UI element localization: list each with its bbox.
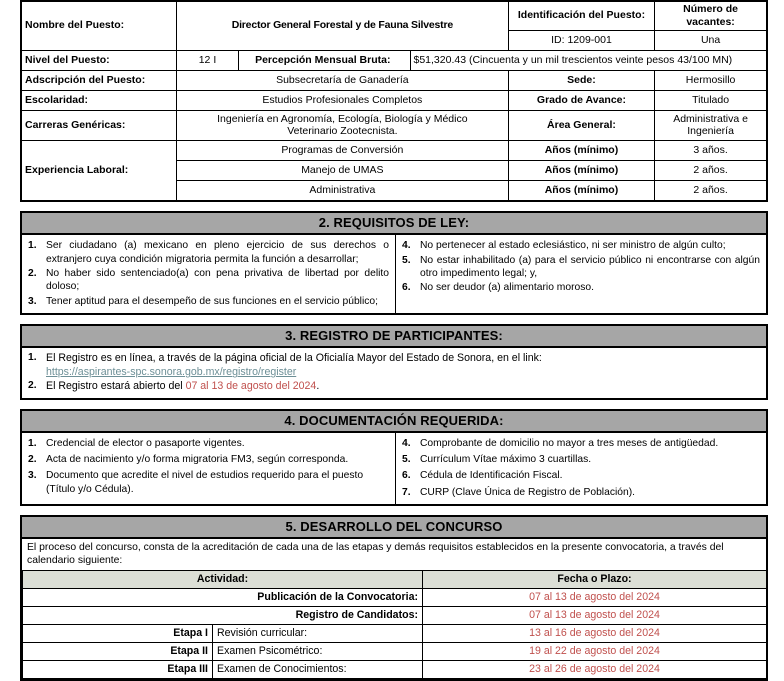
grado-avance-value: Titulado [655, 90, 767, 110]
requisitos-left-list [26, 239, 389, 308]
list-item-text: Acta de nacimiento y/o forma migratoria FM3, según corresponda. [46, 454, 349, 465]
escolaridad-label: Escolaridad: [21, 90, 176, 110]
requisitos-right-list [400, 239, 760, 295]
desarrollo-intro-text: El proceso del concurso, consta de la acreditación de cada una de las etapas y demás requisitos establecidos en la presente convocatoria, a través del calendario siguiente: [27, 542, 724, 567]
fecha-4: 23 al 26 de agosto del 2024 [423, 660, 767, 678]
section-registro-title: 3. REGISTRO DE PARTICIPANTES: [22, 326, 766, 348]
registro-item2-prefix: El Registro estará abierto del [46, 380, 186, 393]
nombre-puesto-label: Nombre del Puesto: [21, 1, 176, 50]
table-row [21, 141, 767, 161]
list-item [26, 469, 389, 496]
list-item [400, 254, 760, 281]
list-item [26, 453, 389, 466]
requisitos-right-column [396, 235, 766, 313]
col-header-fecha: Fecha o Plazo: [423, 570, 767, 588]
table-row [23, 588, 767, 606]
section-desarrollo-title: 5. DESARROLLO DEL CONCURSO [22, 517, 766, 539]
list-item-number: 4. [402, 240, 411, 252]
percepcion-mensual-value: $51,320.43 (Cincuenta y un mil trescientos veinte pesos 43/100 MN) [410, 50, 767, 70]
nivel-puesto-label: Nivel del Puesto: [21, 50, 176, 70]
documentacion-right-column [396, 433, 766, 505]
list-item-number: 3. [28, 470, 37, 482]
section-documentacion-title: 4. DOCUMENTACIÓN REQUERIDA: [22, 411, 766, 433]
list-item-number: 2. [28, 267, 37, 279]
experiencia-anios-label-2: Años (mínimo) [508, 181, 654, 202]
list-item [26, 437, 389, 450]
experiencia-laboral-label: Experiencia Laboral: [21, 141, 176, 202]
list-item-text: Credencial de elector o pasaporte vigentes. [46, 437, 245, 449]
requisitos-left-column [22, 235, 396, 313]
numero-vacantes-value: Una [655, 30, 767, 50]
table-row [23, 606, 767, 624]
area-general-label: Área General: [508, 110, 654, 141]
sede-value: Hermosillo [655, 70, 767, 90]
carreras-genericas-label: Carreras Genéricas: [21, 110, 176, 141]
list-item-number: 6. [402, 282, 411, 294]
list-item-text: Documento que acredite el nivel de estudios requerido para el puesto (Título y/o Cédula). [46, 470, 364, 495]
documentacion-right-list [400, 437, 760, 500]
etapa-2: Etapa I [23, 624, 213, 642]
experiencia-anios-label-0: Años (mínimo) [508, 141, 654, 161]
list-item-number: 1. [28, 437, 37, 449]
list-item-number: 3. [28, 295, 37, 307]
sede-label: Sede: [508, 70, 654, 90]
numero-vacantes-label: Número de vacantes: [655, 1, 767, 30]
documentacion-left-column [22, 433, 396, 505]
list-item-number: 4. [402, 437, 411, 449]
etapa-4: Etapa III [23, 660, 213, 678]
col-header-actividad: Actividad: [23, 570, 423, 588]
list-item-text: Ser ciudadano (a) mexicano en pleno ejercicio de sus derechos o extranjero cuya condición migratoria permita la función a desarrollar; [46, 240, 389, 265]
experiencia-anios-value-0: 3 años. [655, 141, 767, 161]
percepcion-mensual-label: Percepción Mensual Bruta: [239, 50, 410, 70]
table-row [23, 642, 767, 660]
experiencia-anios-label-1: Años (mínimo) [508, 161, 654, 181]
list-item-text: Cédula de Identificación Fiscal. [420, 470, 563, 482]
etapa-3: Etapa II [23, 642, 213, 660]
experiencia-anios-value-1: 2 años. [655, 161, 767, 181]
documentacion-left-list [26, 437, 389, 497]
list-item [26, 239, 389, 266]
table-row [21, 70, 767, 90]
list-item-text: Currículum Vítae máximo 3 cuartillas. [420, 454, 592, 465]
list-item-number: 1. [28, 352, 37, 364]
experiencia-anios-value-2: 2 años. [655, 181, 767, 202]
list-item-number: 2. [28, 380, 37, 392]
experiencia-area-1: Manejo de UMAS [176, 161, 508, 181]
section-documentacion-requerida [20, 409, 768, 507]
list-item [26, 351, 760, 379]
section-documentacion-body [22, 433, 766, 505]
actividad-1: Registro de Candidatos: [23, 606, 423, 624]
fecha-2: 13 al 16 de agosto del 2024 [423, 624, 767, 642]
adscripcion-label: Adscripción del Puesto: [21, 70, 176, 90]
list-item [26, 379, 760, 393]
list-item [26, 267, 389, 294]
identificacion-puesto-value: ID: 1209-001 [508, 30, 654, 50]
table-row [21, 110, 767, 141]
list-item-number: 7. [402, 486, 411, 498]
registro-link[interactable]: https://aspirantes-spc.sonora.gob.mx/registro/register [46, 366, 297, 379]
list-item-text: Tener aptitud para el desempeño de sus funciones en el servicio público; [46, 295, 378, 307]
experiencia-area-0: Programas de Conversión [176, 141, 508, 161]
section-desarrollo-body [22, 539, 766, 679]
list-item-number: 2. [28, 454, 37, 465]
section-requisitos-title: 2. REQUISITOS DE LEY: [22, 213, 766, 235]
fecha-1: 07 al 13 de agosto del 2024 [423, 606, 767, 624]
list-item [400, 469, 760, 482]
grado-avance-label: Grado de Avance: [508, 90, 654, 110]
actividad-3: Examen Psicométrico: [213, 642, 423, 660]
nivel-puesto-value: 12 I [176, 50, 238, 70]
section-requisitos-de-ley [20, 211, 768, 315]
position-identification-table [20, 0, 768, 202]
list-item-number: 5. [402, 454, 411, 465]
list-item [400, 281, 760, 294]
list-item-text: Comprobante de domicilio no mayor a tres meses de antigüedad. [420, 437, 719, 449]
list-item-number: 5. [402, 254, 411, 266]
table-row [23, 624, 767, 642]
actividad-2: Revisión curricular: [213, 624, 423, 642]
escolaridad-value: Estudios Profesionales Completos [176, 90, 508, 110]
adscripcion-value: Subsecretaría de Ganadería [176, 70, 508, 90]
list-item [400, 437, 760, 450]
identificacion-puesto-label: Identificación del Puesto: [508, 1, 654, 30]
fecha-3: 19 al 22 de agosto del 2024 [423, 642, 767, 660]
list-item [400, 239, 760, 252]
table-row [21, 90, 767, 110]
table-row [21, 50, 767, 70]
list-item [26, 295, 389, 308]
section-desarrollo-concurso [20, 515, 768, 681]
actividad-0: Publicación de la Convocatoria: [23, 588, 423, 606]
experiencia-area-2: Administrativa [176, 181, 508, 202]
list-item-text: El Registro es en línea, a través de la página oficial de la Oficialía Mayor del Estado de Sonora, en el link: [46, 352, 542, 365]
list-item-text: CURP (Clave Única de Registro de Población). [420, 486, 635, 498]
list-item-text: No pertenecer al estado eclesiástico, ni ser ministro de algún culto; [420, 240, 726, 252]
list-item [400, 486, 760, 499]
actividad-4: Examen de Conocimientos: [213, 660, 423, 678]
registro-item2-suffix: . [316, 380, 320, 393]
carreras-genericas-value: Ingeniería en Agronomía, Ecología, Biología y Médico Veterinario Zootecnista. [176, 110, 508, 141]
registro-list [26, 351, 760, 394]
area-general-value: Administrativa e Ingeniería [655, 110, 767, 141]
list-item-text: No haber sido sentenciado(a) con pena privativa de libertad por delito doloso; [46, 267, 389, 293]
list-item [400, 453, 760, 466]
section-requisitos-body [22, 235, 766, 313]
registro-open-dates: 07 al 13 de agosto del 2024 [185, 380, 317, 393]
list-item-text: No ser deudor (a) alimentario moroso. [420, 282, 594, 294]
calendario-table [22, 570, 767, 679]
convocatoria-document [20, 0, 768, 681]
section-registro-participantes [20, 324, 768, 400]
list-item-text: No estar inhabilitado (a) para el servicio público ni encontrarse con algún otro impedimento legal; y, [420, 254, 760, 279]
section-registro-body [22, 348, 766, 398]
table-row [21, 1, 767, 30]
list-item-number: 6. [402, 470, 411, 482]
table-header-row [23, 570, 767, 588]
fecha-0: 07 al 13 de agosto del 2024 [423, 588, 767, 606]
nombre-puesto-value: Director General Forestal y de Fauna Silvestre [176, 1, 508, 50]
table-row [23, 660, 767, 678]
list-item-number: 1. [28, 240, 37, 252]
